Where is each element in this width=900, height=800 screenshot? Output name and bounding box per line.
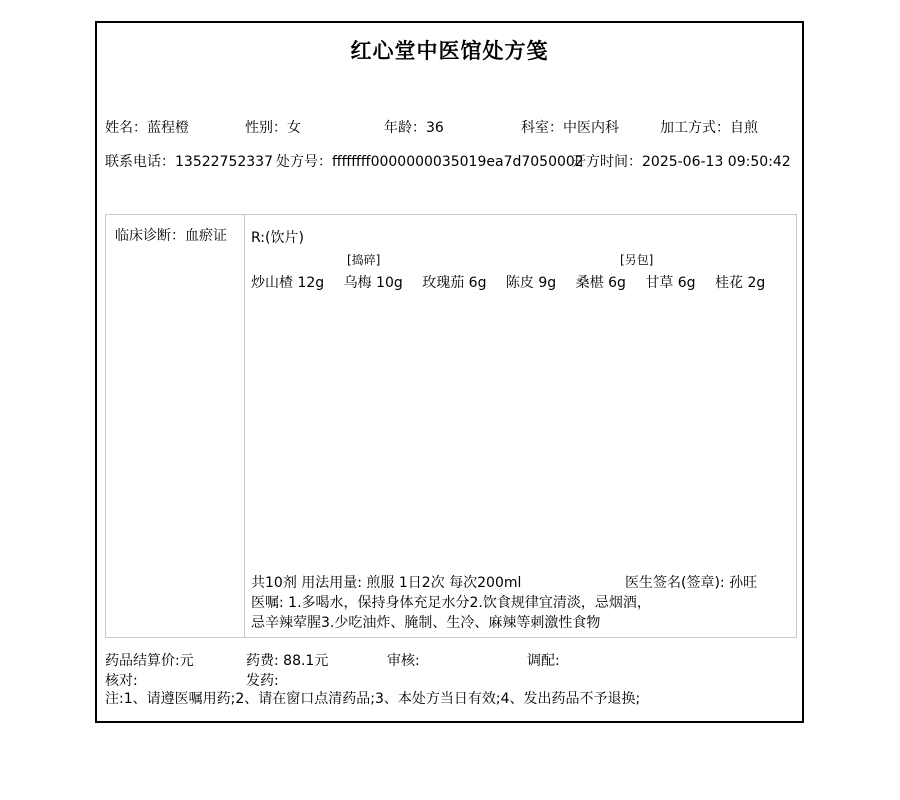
- dispense-field: 发药:: [246, 673, 279, 689]
- prescription-sheet: [95, 21, 804, 723]
- diagnosis-cell: [106, 215, 245, 637]
- note-line: 注:1、请遵医嘱用药;2、请在窗口点清药品;3、本处方当日有效;4、发出药品不予退换;: [105, 691, 641, 707]
- rx-header: R:(饮片): [251, 230, 304, 246]
- herb-list: [251, 272, 796, 292]
- advice-line-1: 医嘱: 1.多喝水，保持身体充足水分2.饮食规律宜清淡，忌烟酒，: [251, 595, 651, 611]
- advice-line-2: 忌辛辣荤腥3.少吃油炸、腌制、生冷、麻辣等刺激性食物: [251, 615, 601, 631]
- usage-row: [251, 573, 792, 593]
- separate-pack-label: [另包]: [620, 253, 654, 267]
- rx-number-field: 处方号：ffffffff0000000035019ea7d7050002: [276, 154, 584, 170]
- phone-field: 联系电话：13522752337: [105, 154, 273, 170]
- patient-gender-field: 性别：女: [245, 120, 301, 136]
- department-field: 科室：中医内科: [521, 120, 619, 136]
- prescription-box: [105, 214, 797, 638]
- doctor-signature: 医生签名(签章): 孙旺: [625, 575, 758, 591]
- herb-item: 桂花 2g: [715, 275, 766, 291]
- page-title: 红心堂中医馆处方笺: [350, 39, 549, 63]
- herb-item: 玫瑰茄 6g: [422, 275, 487, 291]
- issue-time-field: 开方时间：2025-06-13 09:50:42: [572, 154, 791, 170]
- herb-item: 桑椹 6g: [575, 275, 626, 291]
- rx-cell: [245, 215, 796, 637]
- rx-labels-row: [251, 251, 796, 271]
- patient-name-field: 姓名：蓝程橙: [105, 120, 189, 136]
- patient-age-field: 年龄：36: [384, 120, 444, 136]
- crush-label: [捣碎]: [347, 253, 381, 267]
- herb-item: 炒山楂 12g: [251, 275, 325, 291]
- usage-text: 共10剂 用法用量: 煎服 1日2次 每次200ml: [251, 575, 522, 591]
- review-field: 审核:: [387, 653, 420, 669]
- processing-method-field: 加工方式：自煎: [660, 120, 758, 136]
- herb-item: 陈皮 9g: [505, 275, 557, 291]
- fee-field: 药费: 88.1元: [246, 653, 329, 669]
- prepare-field: 调配:: [527, 653, 560, 669]
- rx-bottom-section: [251, 573, 792, 633]
- settle-price-field: 药品结算价:元: [105, 653, 194, 669]
- herb-item: 乌梅 10g: [343, 275, 403, 291]
- herb-item: 甘草 6g: [645, 275, 696, 291]
- check-field: 核对:: [105, 673, 138, 689]
- diagnosis-text: 临床诊断：血瘀证: [115, 228, 227, 244]
